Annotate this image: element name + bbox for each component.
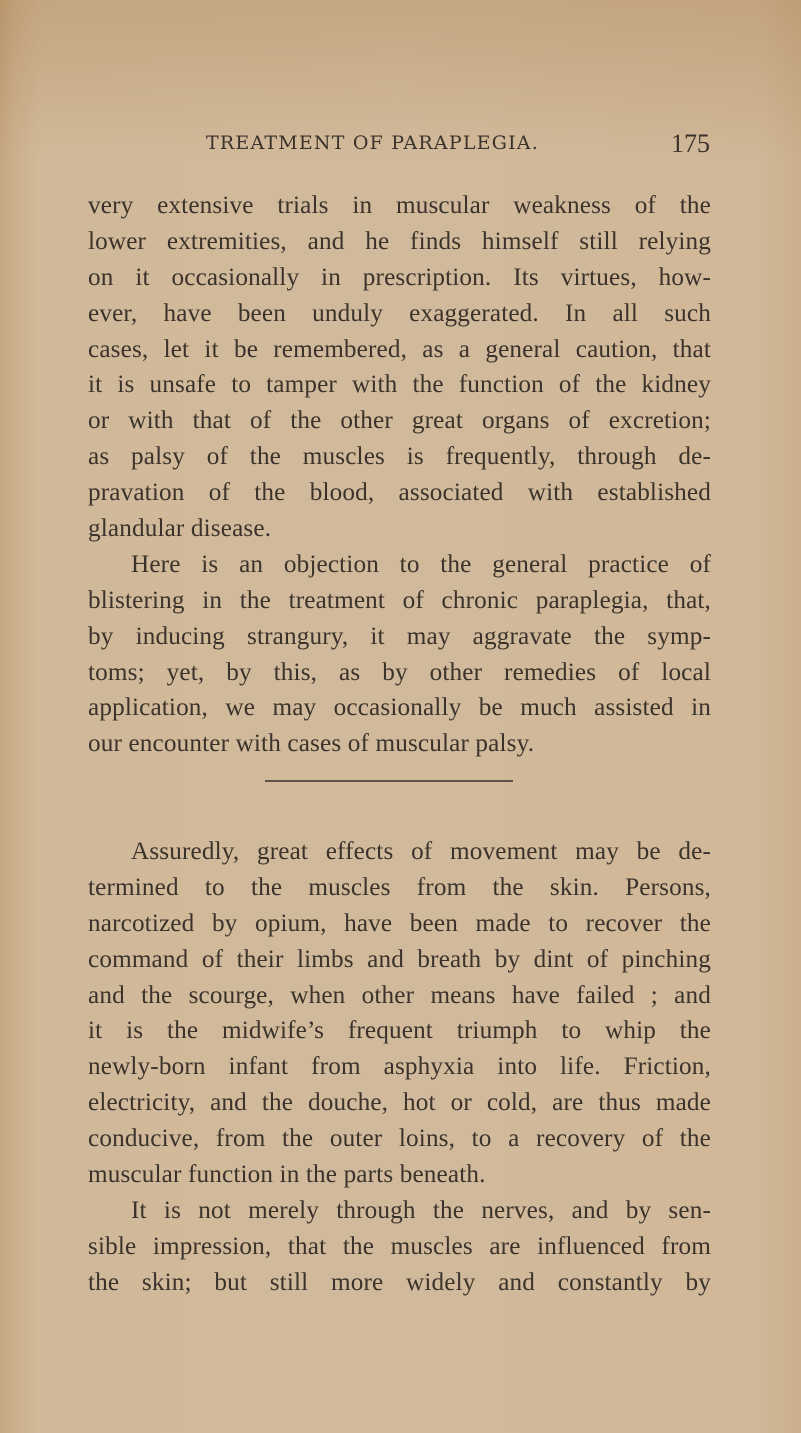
- paragraph-start-line: Here is an objection to the general practice of: [131, 550, 711, 578]
- text-line: as palsy of the muscles is frequently, through de-: [88, 443, 711, 471]
- text-line: toms; yet, by this, as by other remedies of local: [88, 658, 711, 686]
- paragraph-end-line: our encounter with cases of muscular palsy.: [88, 730, 535, 758]
- text-line: lower extremities, and he finds himself still relying: [88, 227, 711, 255]
- text-line: electricity, and the douche, hot or cold, are thus made: [88, 1089, 711, 1117]
- section-1-text: [88, 188, 711, 762]
- section-2-text: [88, 834, 711, 1301]
- text-line: ever, have been unduly exaggerated. In all such: [88, 299, 711, 327]
- paragraph-start-line: It is not merely through the nerves, and by sen-: [131, 1196, 711, 1224]
- text-line: by inducing strangury, it may aggravate the symp-: [88, 622, 711, 650]
- section-divider-rule: [265, 780, 513, 782]
- text-line: pravation of the blood, associated with established: [88, 479, 711, 507]
- text-line: it is the midwife’s frequent triumph to whip the: [88, 1017, 711, 1045]
- running-head: [88, 129, 710, 162]
- text-line: newly-born infant from asphyxia into life. Friction,: [88, 1053, 711, 1081]
- text-line: it is unsafe to tamper with the function of the kidney: [88, 371, 711, 399]
- text-line: termined to the muscles from the skin. Persons,: [88, 873, 711, 901]
- text-line: sible impression, that the muscles are influenced from: [88, 1232, 711, 1260]
- text-line: application, we may occasionally be much assisted in: [88, 694, 711, 722]
- text-line: conducive, from the outer loins, to a recovery of the: [88, 1125, 711, 1153]
- text-line: and the scourge, when other means have failed ; and: [88, 981, 711, 1009]
- text-line: or with that of the other great organs of excretion;: [88, 407, 711, 435]
- page-number: 175: [671, 129, 710, 158]
- text-line: the skin; but still more widely and constantly by: [88, 1268, 711, 1296]
- text-line: command of their limbs and breath by dint of pinching: [88, 945, 711, 973]
- text-line: cases, let it be remembered, as a general caution, that: [88, 335, 711, 363]
- running-title: TREATMENT OF PARAPLEGIA.: [206, 132, 539, 154]
- paragraph-end-line: muscular function in the parts beneath.: [88, 1161, 486, 1189]
- paragraph-start-line: Assuredly, great effects of movement may be de-: [131, 838, 711, 865]
- text-line: on it occasionally in prescription. Its virtues, how-: [88, 263, 711, 291]
- text-line: very extensive trials in muscular weakness of the: [88, 192, 711, 219]
- text-line: narcotized by opium, have been made to recover the: [88, 909, 711, 937]
- paragraph-end-line: glandular disease.: [88, 515, 272, 543]
- text-line: blistering in the treatment of chronic paraplegia, that,: [88, 586, 711, 614]
